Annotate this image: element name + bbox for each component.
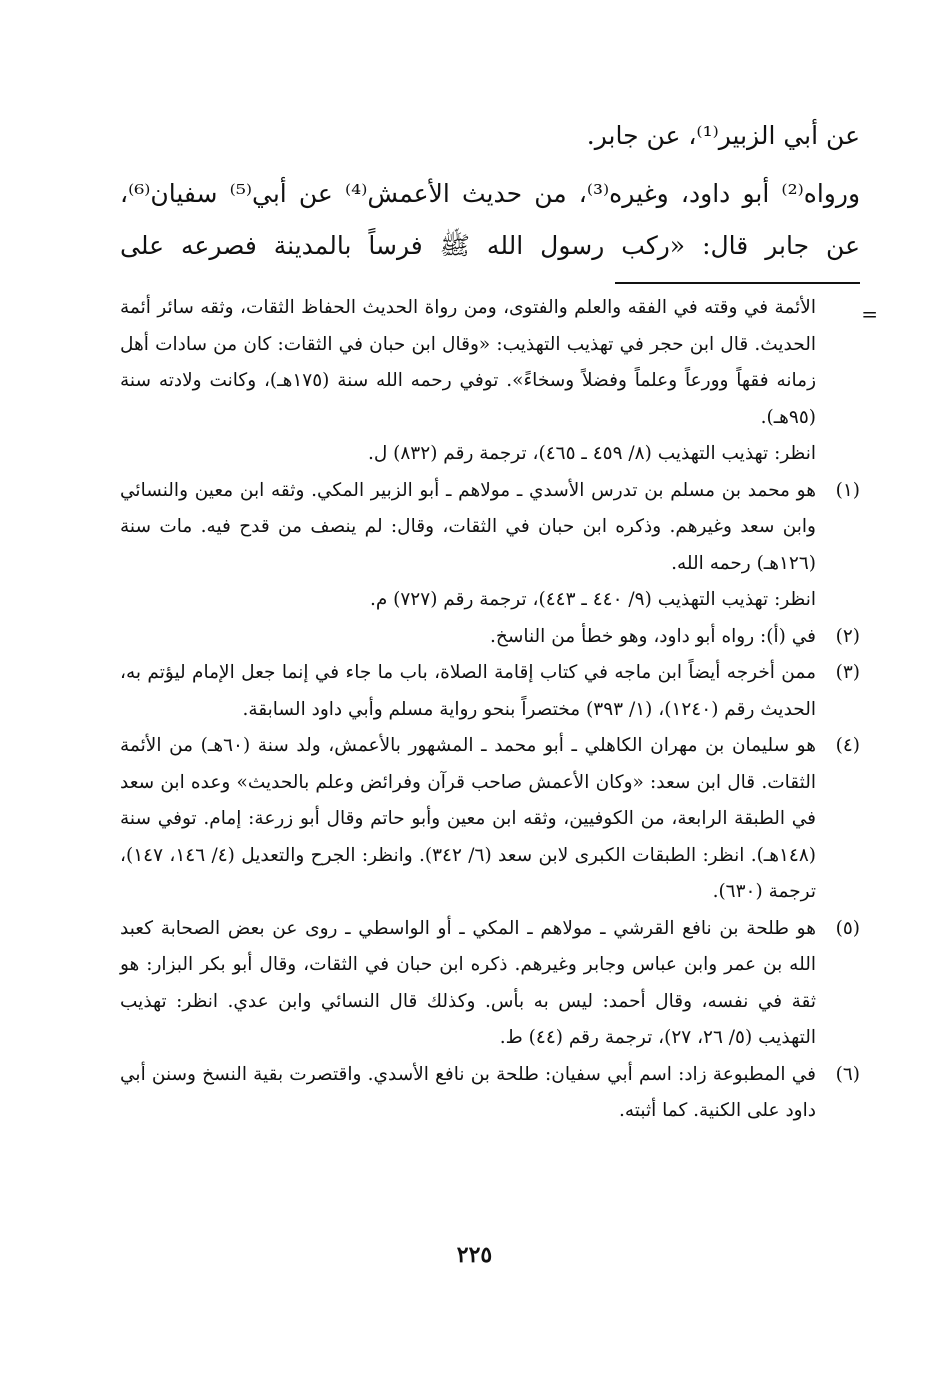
main-paragraph-2-line-2: عن جابر قال: «ركب رسول الله ﷺ فرساً بالمدينة فصرعه على (120, 231, 860, 260)
footnote-number: (٥) (835, 917, 860, 939)
footnote-continued (120, 290, 860, 473)
footnotes (120, 290, 878, 1130)
footnote-4 (120, 728, 860, 911)
main-text (120, 110, 860, 272)
footnote-text: في (أ): رواه أبو داود، وهو خطأ من الناسخ. (490, 625, 816, 647)
page-number: ٢٢٥ (456, 1242, 493, 1268)
footnote-text: ممن أخرجه أيضاً ابن ماجه في كتاب إقامة الصلاة، باب ما جاء في إنما جعل الإمام ليؤتم به، الحديث رقم (١٢٤٠)، (١/ ٣٩٣) مختصراً بنحو رواية مسلم وأبي داود السابقة. (120, 662, 816, 720)
footnote-3 (120, 655, 860, 728)
footnote-1 (120, 473, 860, 619)
footnote-number: (١) (835, 479, 860, 501)
footnote-number: (٦) (835, 1063, 860, 1085)
footnote-number: (٣) (835, 662, 860, 683)
footnote-text: هو محمد بن مسلم بن تدرس الأسدي ـ مولاهم ـ أبو الزبير المكي. وثقه ابن معين والنسائي وابن سعد وغيرهم. وذكره ابن حبان في الثقات، وقال: لم ينصف من قدح فيه. مات سنة (١٢٦هـ) رحمه الله. (120, 479, 816, 574)
footnote-ref: انظر: تهذيب التهذيب (٩/ ٤٤٠ ـ ٤٤٣)، ترجمة رقم (٧٢٧) م. (369, 589, 816, 610)
footnote-2 (120, 619, 860, 656)
main-paragraph-1: عن أبي الزبير⁽¹⁾، عن جابر. (586, 121, 860, 150)
footnote-continued-ref: انظر: تهذيب التهذيب (٨/ ٤٥٩ ـ ٤٦٥)، ترجمة رقم (٨٣٢) ل. (367, 443, 816, 464)
book-page (120, 110, 878, 1130)
footnote-5 (120, 911, 860, 1057)
footnote-number: (٢) (835, 625, 860, 647)
footnote-6 (120, 1057, 860, 1130)
footnote-text: في المطبوعة زاد: اسم أبي سفيان: طلحة بن نافع الأسدي. واقتصرت بقية النسخ وسنن أبي داود على الكنية. كما أثبته. (120, 1063, 816, 1121)
footnote-separator (615, 282, 860, 284)
footnote-text: هو سليمان بن مهران الكاهلي ـ أبو محمد ـ المشهور بالأعمش، ولد سنة (٦٠هـ) من الأئمة الثقات. قال ابن سعد: «وكان الأعمش صاحب قرآن وفرائض وعلم بالحديث» وعده ابن سعد في الطبقة الرابعة، من الكوفيين، وثقه ابن معين وأبو حاتم وقال أبو زرعة: إمام. توفي سنة (١٤٨هـ). انظر: الطبقات الكبرى لابن سعد (٦/ ٣٤٢). وانظر: الجرح والتعديل (٤/ ١٤٦، ١٤٧)، ترجمة (٦٣٠). (120, 735, 816, 902)
footnote-number: (٤) (835, 735, 860, 756)
continuation-mark: = (861, 302, 878, 326)
footnote-text: هو طلحة بن نافع القرشي ـ مولاهم ـ المكي ـ أو الواسطي ـ روى عن بعض الصحابة كعبد الله بن عمر وابن عباس وجابر وغيرهم. ذكره ابن حبان في الثقات، وقال أبو بكر البزار: هو ثقة في نفسه، وقال أحمد: ليس به بأس. وكذلك قال النسائي وابن عدي. انظر: تهذيب التهذيب (٥/ ٢٦، ٢٧)، ترجمة رقم (٤٤) ط. (120, 917, 816, 1048)
main-paragraph-2-line-1: ورواه⁽²⁾ أبو داود، وغيره⁽³⁾، من حديث الأعمش⁽⁴⁾ عن أبي⁽⁵⁾ سفيان⁽⁶⁾، (120, 179, 861, 208)
footnote-continued-text: الأئمة في وقته في الفقه والعلم والفتوى، ومن رواة الحديث الحفاظ الثقات، وثقه سائر أئمة الحديث. قال ابن حجر في تهذيب التهذيب: «وقال ابن حبان في الثقات: كان من سادات أهل زمانه فقهاً وورعاً وعلماً وفضلاً وسخاءً». توفي رحمه الله سنة (١٧٥هـ)، وكانت ولادته سنة (٩٥هـ). (120, 297, 817, 428)
